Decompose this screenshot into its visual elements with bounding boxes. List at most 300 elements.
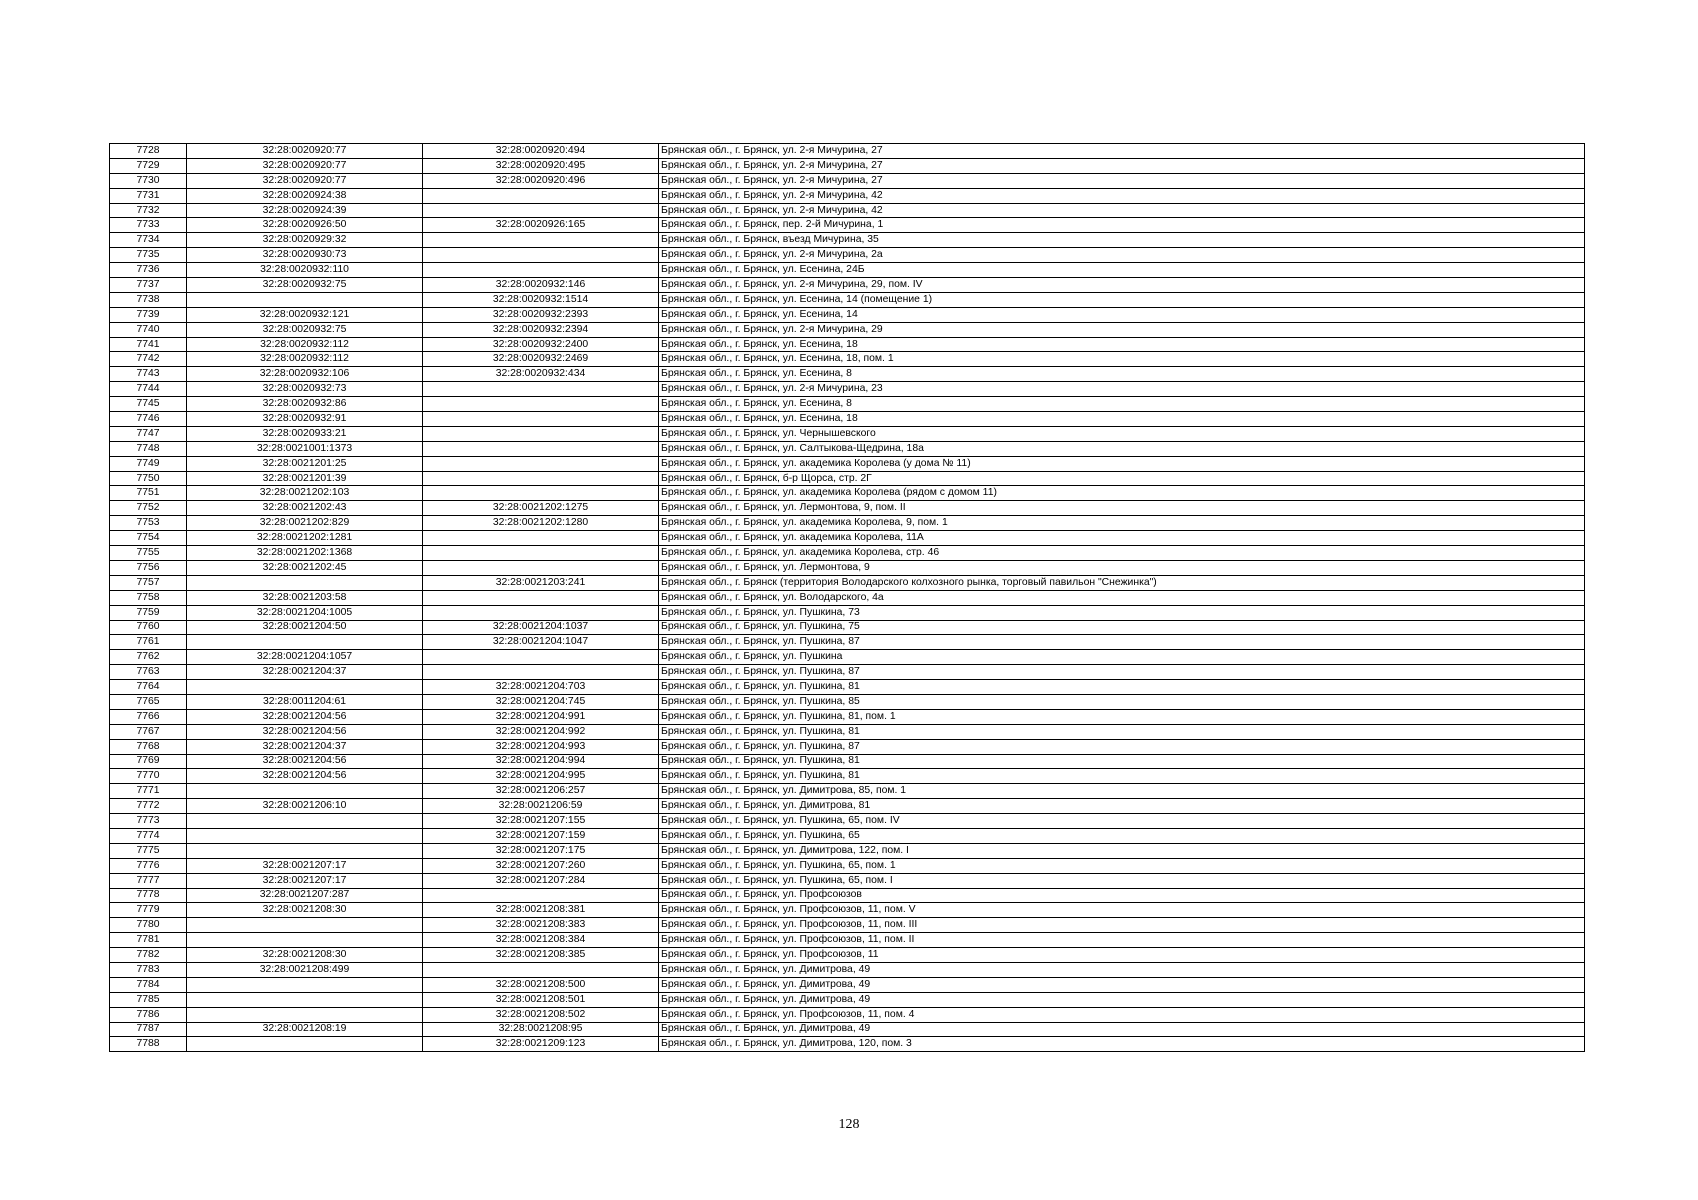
row-number-cell: 7788 [110, 1037, 187, 1052]
table-row [110, 590, 1585, 605]
row-number-cell: 7773 [110, 814, 187, 829]
table-row [110, 352, 1585, 367]
land-cadastral-number-cell: 32:28:0020930:73 [187, 248, 423, 263]
row-number-cell: 7760 [110, 620, 187, 635]
row-number-cell: 7740 [110, 322, 187, 337]
building-cadastral-number-cell [423, 456, 659, 471]
address-cell: Брянская обл., г. Брянск, ул. Профсоюзов, 11, пом. II [659, 933, 1585, 948]
land-cadastral-number-cell [187, 1037, 423, 1052]
row-number-cell: 7743 [110, 367, 187, 382]
land-cadastral-number-cell: 32:28:0021204:56 [187, 709, 423, 724]
address-cell: Брянская обл., г. Брянск, ул. Володарского, 4а [659, 590, 1585, 605]
table-row [110, 709, 1585, 724]
table-row [110, 278, 1585, 293]
address-cell: Брянская обл., г. Брянск, ул. академика Королева (рядом с домом 11) [659, 486, 1585, 501]
address-cell: Брянская обл., г. Брянск, ул. Пушкина [659, 650, 1585, 665]
table-row [110, 650, 1585, 665]
land-cadastral-number-cell: 32:28:0020924:39 [187, 203, 423, 218]
table-row [110, 977, 1585, 992]
table-row [110, 680, 1585, 695]
table-row [110, 501, 1585, 516]
building-cadastral-number-cell: 32:28:0021204:703 [423, 680, 659, 695]
address-cell: Брянская обл., г. Брянск, ул. Салтыкова-Щедрина, 18а [659, 441, 1585, 456]
address-cell: Брянская обл., г. Брянск, ул. Димитрова, 120, пом. 3 [659, 1037, 1585, 1052]
address-cell: Брянская обл., г. Брянск, ул. Пушкина, 65 [659, 828, 1585, 843]
building-cadastral-number-cell [423, 665, 659, 680]
table-row [110, 694, 1585, 709]
table-row [110, 307, 1585, 322]
building-cadastral-number-cell: 32:28:0020932:146 [423, 278, 659, 293]
table-row [110, 188, 1585, 203]
row-number-cell: 7741 [110, 337, 187, 352]
row-number-cell: 7748 [110, 441, 187, 456]
table-row [110, 516, 1585, 531]
address-cell: Брянская обл., г. Брянск, б-р Щорса, стр. 2Г [659, 471, 1585, 486]
land-cadastral-number-cell: 32:28:0021208:499 [187, 962, 423, 977]
table-row [110, 412, 1585, 427]
building-cadastral-number-cell [423, 263, 659, 278]
address-cell: Брянская обл., г. Брянск, ул. Пушкина, 81 [659, 724, 1585, 739]
land-cadastral-number-cell: 32:28:0021208:30 [187, 903, 423, 918]
land-cadastral-number-cell: 32:28:0021202:1281 [187, 531, 423, 546]
row-number-cell: 7768 [110, 739, 187, 754]
table-row [110, 397, 1585, 412]
table-row [110, 575, 1585, 590]
table-row [110, 828, 1585, 843]
land-cadastral-number-cell [187, 992, 423, 1007]
building-cadastral-number-cell [423, 471, 659, 486]
table-row [110, 441, 1585, 456]
table-row [110, 620, 1585, 635]
table-row [110, 426, 1585, 441]
building-cadastral-number-cell: 32:28:0021204:992 [423, 724, 659, 739]
land-cadastral-number-cell [187, 918, 423, 933]
row-number-cell: 7751 [110, 486, 187, 501]
building-cadastral-number-cell: 32:28:0020932:1514 [423, 292, 659, 307]
table-row [110, 799, 1585, 814]
building-cadastral-number-cell: 32:28:0020932:2394 [423, 322, 659, 337]
address-cell: Брянская обл., г. Брянск, ул. 2-я Мичурина, 27 [659, 144, 1585, 159]
building-cadastral-number-cell: 32:28:0021208:385 [423, 948, 659, 963]
land-cadastral-number-cell [187, 784, 423, 799]
row-number-cell: 7771 [110, 784, 187, 799]
row-number-cell: 7765 [110, 694, 187, 709]
row-number-cell: 7781 [110, 933, 187, 948]
building-cadastral-number-cell [423, 248, 659, 263]
land-cadastral-number-cell: 32:28:0021207:17 [187, 858, 423, 873]
address-cell: Брянская обл., г. Брянск, ул. Чернышевского [659, 426, 1585, 441]
table-row [110, 1022, 1585, 1037]
row-number-cell: 7756 [110, 560, 187, 575]
building-cadastral-number-cell [423, 531, 659, 546]
building-cadastral-number-cell: 32:28:0021207:284 [423, 873, 659, 888]
address-cell: Брянская обл., г. Брянск, ул. Пушкина, 87 [659, 739, 1585, 754]
land-cadastral-number-cell: 32:28:0021204:37 [187, 739, 423, 754]
address-cell: Брянская обл., г. Брянск, ул. Есенина, 18 [659, 412, 1585, 427]
row-number-cell: 7739 [110, 307, 187, 322]
row-number-cell: 7786 [110, 1007, 187, 1022]
land-cadastral-number-cell: 32:28:0021202:829 [187, 516, 423, 531]
table-row [110, 1007, 1585, 1022]
row-number-cell: 7780 [110, 918, 187, 933]
row-number-cell: 7734 [110, 233, 187, 248]
table-row [110, 382, 1585, 397]
table-row [110, 456, 1585, 471]
table-row [110, 933, 1585, 948]
table-row [110, 263, 1585, 278]
address-cell: Брянская обл., г. Брянск, ул. Профсоюзов, 11 [659, 948, 1585, 963]
land-cadastral-number-cell: 32:28:0021202:43 [187, 501, 423, 516]
address-cell: Брянская обл., г. Брянск, ул. Есенина, 14 [659, 307, 1585, 322]
table-row [110, 739, 1585, 754]
land-cadastral-number-cell: 32:28:0021202:103 [187, 486, 423, 501]
building-cadastral-number-cell [423, 233, 659, 248]
address-cell: Брянская обл., г. Брянск, ул. 2-я Мичурина, 27 [659, 173, 1585, 188]
address-cell: Брянская обл., г. Брянск, ул. Пушкина, 87 [659, 665, 1585, 680]
row-number-cell: 7732 [110, 203, 187, 218]
building-cadastral-number-cell [423, 382, 659, 397]
row-number-cell: 7738 [110, 292, 187, 307]
building-cadastral-number-cell: 32:28:0021208:383 [423, 918, 659, 933]
row-number-cell: 7774 [110, 828, 187, 843]
land-cadastral-number-cell: 32:28:0020933:21 [187, 426, 423, 441]
address-cell: Брянская обл., г. Брянск, ул. Димитрова, 122, пом. I [659, 843, 1585, 858]
page-number: 128 [838, 1117, 860, 1132]
row-number-cell: 7747 [110, 426, 187, 441]
address-cell: Брянская обл., г. Брянск (территория Володарского колхозного рынка, торговый павильон "Снежинка") [659, 575, 1585, 590]
land-cadastral-number-cell: 32:28:0020932:86 [187, 397, 423, 412]
building-cadastral-number-cell [423, 426, 659, 441]
address-cell: Брянская обл., г. Брянск, ул. Димитрова, 49 [659, 1022, 1585, 1037]
building-cadastral-number-cell: 32:28:0021208:502 [423, 1007, 659, 1022]
land-cadastral-number-cell: 32:28:0020924:38 [187, 188, 423, 203]
land-cadastral-number-cell: 32:28:0021208:30 [187, 948, 423, 963]
land-cadastral-number-cell: 32:28:0020932:73 [187, 382, 423, 397]
address-cell: Брянская обл., г. Брянск, ул. Димитрова, 49 [659, 992, 1585, 1007]
table-row [110, 203, 1585, 218]
land-cadastral-number-cell: 32:28:0020932:75 [187, 322, 423, 337]
land-cadastral-number-cell: 32:28:0021206:10 [187, 799, 423, 814]
table-row [110, 233, 1585, 248]
row-number-cell: 7745 [110, 397, 187, 412]
address-cell: Брянская обл., г. Брянск, ул. Профсоюзов, 11, пом. III [659, 918, 1585, 933]
land-cadastral-number-cell [187, 828, 423, 843]
land-cadastral-number-cell: 32:28:0021204:50 [187, 620, 423, 635]
row-number-cell: 7772 [110, 799, 187, 814]
table-row [110, 367, 1585, 382]
address-cell: Брянская обл., г. Брянск, ул. академика Королева, стр. 46 [659, 546, 1585, 561]
building-cadastral-number-cell: 32:28:0021206:59 [423, 799, 659, 814]
building-cadastral-number-cell [423, 888, 659, 903]
land-cadastral-number-cell: 32:28:0020926:50 [187, 218, 423, 233]
address-cell: Брянская обл., г. Брянск, ул. Пушкина, 81 [659, 754, 1585, 769]
land-cadastral-number-cell [187, 977, 423, 992]
building-cadastral-number-cell: 32:28:0021208:381 [423, 903, 659, 918]
row-number-cell: 7778 [110, 888, 187, 903]
address-cell: Брянская обл., г. Брянск, ул. академика Королева, 9, пом. 1 [659, 516, 1585, 531]
land-cadastral-number-cell: 32:28:0020932:110 [187, 263, 423, 278]
table-row [110, 918, 1585, 933]
land-cadastral-number-cell: 32:28:0021201:25 [187, 456, 423, 471]
building-cadastral-number-cell: 32:28:0021209:123 [423, 1037, 659, 1052]
table-row [110, 724, 1585, 739]
address-cell: Брянская обл., г. Брянск, ул. 2-я Мичурина, 29, пом. IV [659, 278, 1585, 293]
address-cell: Брянская обл., г. Брянск, ул. Пушкина, 81, пом. 1 [659, 709, 1585, 724]
row-number-cell: 7752 [110, 501, 187, 516]
table-row [110, 144, 1585, 159]
building-cadastral-number-cell: 32:28:0021204:1047 [423, 635, 659, 650]
land-cadastral-number-cell [187, 814, 423, 829]
row-number-cell: 7762 [110, 650, 187, 665]
land-cadastral-number-cell [187, 680, 423, 695]
address-cell: Брянская обл., г. Брянск, ул. Димитрова, 85, пом. 1 [659, 784, 1585, 799]
row-number-cell: 7782 [110, 948, 187, 963]
table-row [110, 605, 1585, 620]
address-cell: Брянская обл., г. Брянск, въезд Мичурина, 35 [659, 233, 1585, 248]
row-number-cell: 7757 [110, 575, 187, 590]
building-cadastral-number-cell: 32:28:0020932:2400 [423, 337, 659, 352]
land-cadastral-number-cell: 32:28:0021001:1373 [187, 441, 423, 456]
address-cell: Брянская обл., г. Брянск, ул. академика Королева, 11А [659, 531, 1585, 546]
building-cadastral-number-cell [423, 441, 659, 456]
row-number-cell: 7758 [110, 590, 187, 605]
table-row [110, 858, 1585, 873]
land-cadastral-number-cell: 32:28:0020932:106 [187, 367, 423, 382]
table-row [110, 248, 1585, 263]
address-cell: Брянская обл., г. Брянск, ул. 2-я Мичурина, 42 [659, 188, 1585, 203]
building-cadastral-number-cell: 32:28:0021208:95 [423, 1022, 659, 1037]
address-cell: Брянская обл., г. Брянск, ул. 2-я Мичурина, 2а [659, 248, 1585, 263]
row-number-cell: 7728 [110, 144, 187, 159]
building-cadastral-number-cell [423, 188, 659, 203]
land-cadastral-number-cell: 32:28:0021204:1005 [187, 605, 423, 620]
row-number-cell: 7746 [110, 412, 187, 427]
row-number-cell: 7775 [110, 843, 187, 858]
address-cell: Брянская обл., г. Брянск, ул. Пушкина, 65, пом. 1 [659, 858, 1585, 873]
row-number-cell: 7744 [110, 382, 187, 397]
land-cadastral-number-cell: 32:28:0021204:1057 [187, 650, 423, 665]
row-number-cell: 7764 [110, 680, 187, 695]
land-cadastral-number-cell: 32:28:0020929:32 [187, 233, 423, 248]
land-cadastral-number-cell: 32:28:0021208:19 [187, 1022, 423, 1037]
table-row [110, 843, 1585, 858]
address-cell: Брянская обл., г. Брянск, ул. Есенина, 8 [659, 367, 1585, 382]
table-row [110, 635, 1585, 650]
building-cadastral-number-cell: 32:28:0021207:175 [423, 843, 659, 858]
table-row [110, 665, 1585, 680]
building-cadastral-number-cell [423, 605, 659, 620]
building-cadastral-number-cell [423, 486, 659, 501]
table-row [110, 754, 1585, 769]
address-cell: Брянская обл., г. Брянск, ул. Пушкина, 75 [659, 620, 1585, 635]
row-number-cell: 7733 [110, 218, 187, 233]
address-cell: Брянская обл., г. Брянск, ул. Профсоюзов, 11, пом. 4 [659, 1007, 1585, 1022]
building-cadastral-number-cell: 32:28:0020920:494 [423, 144, 659, 159]
address-cell: Брянская обл., г. Брянск, ул. Димитрова, 81 [659, 799, 1585, 814]
table-row [110, 992, 1585, 1007]
table-row [110, 560, 1585, 575]
table-row [110, 1037, 1585, 1052]
table-row [110, 769, 1585, 784]
land-cadastral-number-cell: 32:28:0020920:77 [187, 158, 423, 173]
row-number-cell: 7770 [110, 769, 187, 784]
table-row [110, 814, 1585, 829]
land-cadastral-number-cell: 32:28:0021204:56 [187, 769, 423, 784]
address-cell: Брянская обл., г. Брянск, ул. Есенина, 18 [659, 337, 1585, 352]
building-cadastral-number-cell: 32:28:0021204:745 [423, 694, 659, 709]
row-number-cell: 7785 [110, 992, 187, 1007]
land-cadastral-number-cell: 32:28:0020932:91 [187, 412, 423, 427]
table-row [110, 322, 1585, 337]
table-row [110, 173, 1585, 188]
land-cadastral-number-cell: 32:28:0020920:77 [187, 144, 423, 159]
land-cadastral-number-cell: 32:28:0021204:37 [187, 665, 423, 680]
table-row [110, 486, 1585, 501]
building-cadastral-number-cell: 32:28:0021208:384 [423, 933, 659, 948]
address-cell: Брянская обл., г. Брянск, ул. Пушкина, 81 [659, 680, 1585, 695]
row-number-cell: 7731 [110, 188, 187, 203]
land-cadastral-number-cell [187, 1007, 423, 1022]
address-cell: Брянская обл., г. Брянск, ул. Пушкина, 65, пом. I [659, 873, 1585, 888]
land-cadastral-number-cell: 32:28:0020932:75 [187, 278, 423, 293]
land-cadastral-number-cell: 32:28:0021204:56 [187, 754, 423, 769]
building-cadastral-number-cell: 32:28:0021204:993 [423, 739, 659, 754]
land-cadastral-number-cell: 32:28:0011204:61 [187, 694, 423, 709]
land-cadastral-number-cell [187, 575, 423, 590]
registry-table-body [110, 144, 1585, 1052]
address-cell: Брянская обл., г. Брянск, ул. 2-я Мичурина, 27 [659, 158, 1585, 173]
land-cadastral-number-cell: 32:28:0020932:112 [187, 337, 423, 352]
row-number-cell: 7737 [110, 278, 187, 293]
building-cadastral-number-cell: 32:28:0020932:434 [423, 367, 659, 382]
building-cadastral-number-cell: 32:28:0021207:260 [423, 858, 659, 873]
row-number-cell: 7730 [110, 173, 187, 188]
address-cell: Брянская обл., г. Брянск, ул. Лермонтова, 9, пом. II [659, 501, 1585, 516]
land-cadastral-number-cell: 32:28:0021207:287 [187, 888, 423, 903]
table-row [110, 337, 1585, 352]
building-cadastral-number-cell: 32:28:0020926:165 [423, 218, 659, 233]
address-cell: Брянская обл., г. Брянск, ул. Пушкина, 87 [659, 635, 1585, 650]
row-number-cell: 7742 [110, 352, 187, 367]
land-cadastral-number-cell: 32:28:0021203:58 [187, 590, 423, 605]
table-row [110, 471, 1585, 486]
land-cadastral-number-cell [187, 843, 423, 858]
building-cadastral-number-cell [423, 650, 659, 665]
building-cadastral-number-cell: 32:28:0021206:257 [423, 784, 659, 799]
row-number-cell: 7767 [110, 724, 187, 739]
land-cadastral-number-cell [187, 933, 423, 948]
land-cadastral-number-cell: 32:28:0021202:45 [187, 560, 423, 575]
table-row [110, 784, 1585, 799]
building-cadastral-number-cell: 32:28:0021204:1037 [423, 620, 659, 635]
row-number-cell: 7769 [110, 754, 187, 769]
table-row [110, 903, 1585, 918]
building-cadastral-number-cell [423, 412, 659, 427]
row-number-cell: 7759 [110, 605, 187, 620]
building-cadastral-number-cell: 32:28:0020932:2469 [423, 352, 659, 367]
building-cadastral-number-cell: 32:28:0021204:991 [423, 709, 659, 724]
building-cadastral-number-cell [423, 203, 659, 218]
table-row [110, 158, 1585, 173]
building-cadastral-number-cell [423, 560, 659, 575]
land-cadastral-number-cell: 32:28:0020932:112 [187, 352, 423, 367]
land-cadastral-number-cell: 32:28:0021204:56 [187, 724, 423, 739]
building-cadastral-number-cell: 32:28:0021203:241 [423, 575, 659, 590]
address-cell: Брянская обл., г. Брянск, ул. 2-я Мичурина, 42 [659, 203, 1585, 218]
row-number-cell: 7736 [110, 263, 187, 278]
building-cadastral-number-cell: 32:28:0021208:500 [423, 977, 659, 992]
row-number-cell: 7766 [110, 709, 187, 724]
land-cadastral-number-cell [187, 292, 423, 307]
address-cell: Брянская обл., г. Брянск, ул. Есенина, 8 [659, 397, 1585, 412]
address-cell: Брянская обл., г. Брянск, ул. 2-я Мичурина, 29 [659, 322, 1585, 337]
land-cadastral-number-cell [187, 635, 423, 650]
address-cell: Брянская обл., г. Брянск, ул. Пушкина, 85 [659, 694, 1585, 709]
table-row [110, 546, 1585, 561]
row-number-cell: 7787 [110, 1022, 187, 1037]
row-number-cell: 7753 [110, 516, 187, 531]
table-row [110, 962, 1585, 977]
building-cadastral-number-cell: 32:28:0021202:1275 [423, 501, 659, 516]
row-number-cell: 7783 [110, 962, 187, 977]
building-cadastral-number-cell: 32:28:0021207:155 [423, 814, 659, 829]
row-number-cell: 7761 [110, 635, 187, 650]
address-cell: Брянская обл., г. Брянск, ул. Пушкина, 73 [659, 605, 1585, 620]
row-number-cell: 7735 [110, 248, 187, 263]
address-cell: Брянская обл., г. Брянск, ул. Димитрова, 49 [659, 962, 1585, 977]
row-number-cell: 7784 [110, 977, 187, 992]
row-number-cell: 7750 [110, 471, 187, 486]
address-cell: Брянская обл., г. Брянск, ул. Есенина, 24Б [659, 263, 1585, 278]
table-row [110, 888, 1585, 903]
row-number-cell: 7779 [110, 903, 187, 918]
row-number-cell: 7729 [110, 158, 187, 173]
land-cadastral-number-cell: 32:28:0020920:77 [187, 173, 423, 188]
table-row [110, 292, 1585, 307]
building-cadastral-number-cell: 32:28:0020920:496 [423, 173, 659, 188]
table-row [110, 531, 1585, 546]
address-cell: Брянская обл., г. Брянск, ул. Лермонтова, 9 [659, 560, 1585, 575]
row-number-cell: 7776 [110, 858, 187, 873]
building-cadastral-number-cell: 32:28:0020932:2393 [423, 307, 659, 322]
building-cadastral-number-cell: 32:28:0021204:994 [423, 754, 659, 769]
land-cadastral-number-cell: 32:28:0021207:17 [187, 873, 423, 888]
row-number-cell: 7755 [110, 546, 187, 561]
table-row [110, 948, 1585, 963]
address-cell: Брянская обл., г. Брянск, ул. Есенина, 18, пом. 1 [659, 352, 1585, 367]
address-cell: Брянская обл., г. Брянск, ул. Профсоюзов [659, 888, 1585, 903]
building-cadastral-number-cell: 32:28:0021202:1280 [423, 516, 659, 531]
table-row [110, 218, 1585, 233]
building-cadastral-number-cell [423, 546, 659, 561]
row-number-cell: 7777 [110, 873, 187, 888]
address-cell: Брянская обл., г. Брянск, пер. 2-й Мичурина, 1 [659, 218, 1585, 233]
building-cadastral-number-cell [423, 962, 659, 977]
address-cell: Брянская обл., г. Брянск, ул. Пушкина, 81 [659, 769, 1585, 784]
row-number-cell: 7763 [110, 665, 187, 680]
building-cadastral-number-cell: 32:28:0021204:995 [423, 769, 659, 784]
building-cadastral-number-cell [423, 590, 659, 605]
address-cell: Брянская обл., г. Брянск, ул. Есенина, 14 (помещение 1) [659, 292, 1585, 307]
building-cadastral-number-cell [423, 397, 659, 412]
row-number-cell: 7749 [110, 456, 187, 471]
building-cadastral-number-cell: 32:28:0021207:159 [423, 828, 659, 843]
address-cell: Брянская обл., г. Брянск, ул. Пушкина, 65, пом. IV [659, 814, 1585, 829]
address-cell: Брянская обл., г. Брянск, ул. Димитрова, 49 [659, 977, 1585, 992]
land-cadastral-number-cell: 32:28:0020932:121 [187, 307, 423, 322]
address-cell: Брянская обл., г. Брянск, ул. академика Королева (у дома № 11) [659, 456, 1585, 471]
registry-table [109, 143, 1585, 1052]
